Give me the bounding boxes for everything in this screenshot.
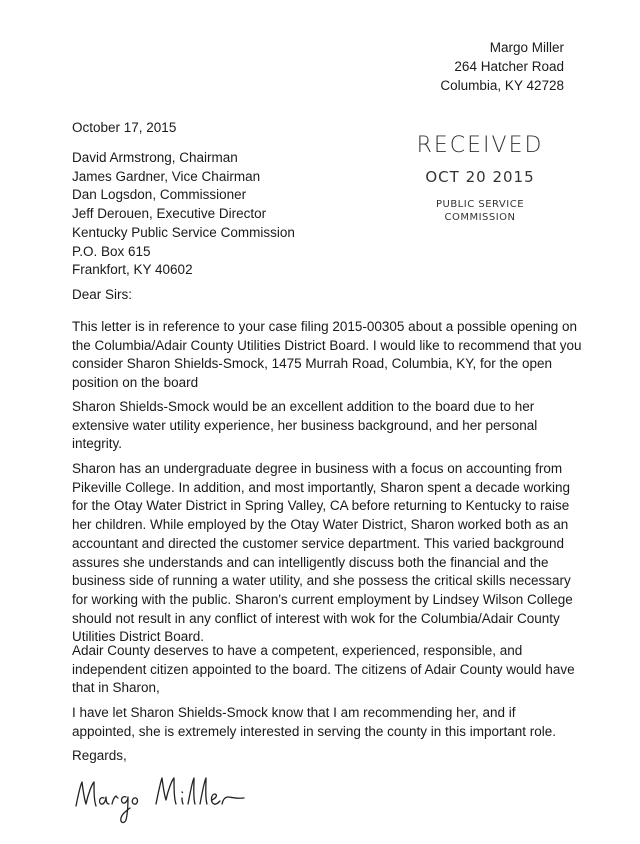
body-paragraph: This letter is in reference to your case filing 2015-00305 about a possible opening on the Columbia/Adair County Utilities District Board. I would like to recommend that you consider Sharon Shields-Smock, 1475 Murrah Road, Columbia, KY, for the open position on the board	[72, 319, 582, 391]
stamp-date: OCT 20 2015	[425, 168, 535, 186]
body-paragraph: Adair County deserves to have a competent, experienced, responsible, and independent citizen appointed to the board. The citizens of Adair County would have that in Sharon,	[72, 643, 575, 696]
recipient-line: P.O. Box 615	[72, 243, 151, 259]
recipient-line: Frankfort, KY 40602	[72, 262, 193, 278]
stamp-org-line1: PUBLIC SERVICE	[435, 199, 525, 210]
sender-address	[440, 38, 564, 95]
recipient-address	[72, 149, 295, 280]
closing: Regards,	[72, 748, 127, 763]
sender-city: Columbia, KY 42728	[440, 78, 564, 93]
received-stamp	[400, 133, 560, 224]
sender-name: Margo Miller	[489, 40, 564, 55]
sender-street: 264 Hatcher Road	[454, 59, 564, 74]
body-paragraph: Sharon has an undergraduate degree in business with a focus on accounting from Pikeville College. In addition, and most importantly, Sharon spent a decade working for the Otay Water District in Spring Valley, CA before returning to Kentucky to raise her children. While employed by the Otay Water District, Sharon worked both as an accountant and directed the customer service department. This varied background assures she understands and can intelligently discuss both the financial and the business side of running a water utility, and she possess the critical skills necessary for working with the public. Sharon's current employment by Lindsey Wilson College should not result in any conflict of interest with wok for the Columbia/Adair County Utilities District Board.	[72, 461, 573, 645]
stamp-org-line2: COMMISSION	[444, 212, 516, 223]
body-paragraph: I have let Sharon Shields-Smock know that I am recommending her, and if appointed, she is extremely interested in serving the county in this important role.	[72, 705, 557, 739]
handwritten-signature	[68, 768, 248, 828]
recipient-line: Jeff Derouen, Executive Director	[72, 206, 267, 222]
recipient-line: Dan Logsdon, Commissioner	[72, 187, 247, 203]
salutation: Dear Sirs:	[72, 287, 133, 302]
body-paragraph: Sharon Shields-Smock would be an excellent addition to the board due to her extensive water utility experience, her business background, and her personal integrity.	[72, 399, 538, 452]
recipient-line: Kentucky Public Service Commission	[72, 224, 295, 240]
letter-date: October 17, 2015	[72, 120, 177, 135]
recipient-line: David Armstrong, Chairman	[72, 150, 238, 165]
stamp-received-text: RECEIVED	[416, 133, 544, 158]
recipient-line: James Gardner, Vice Chairman	[72, 168, 261, 184]
